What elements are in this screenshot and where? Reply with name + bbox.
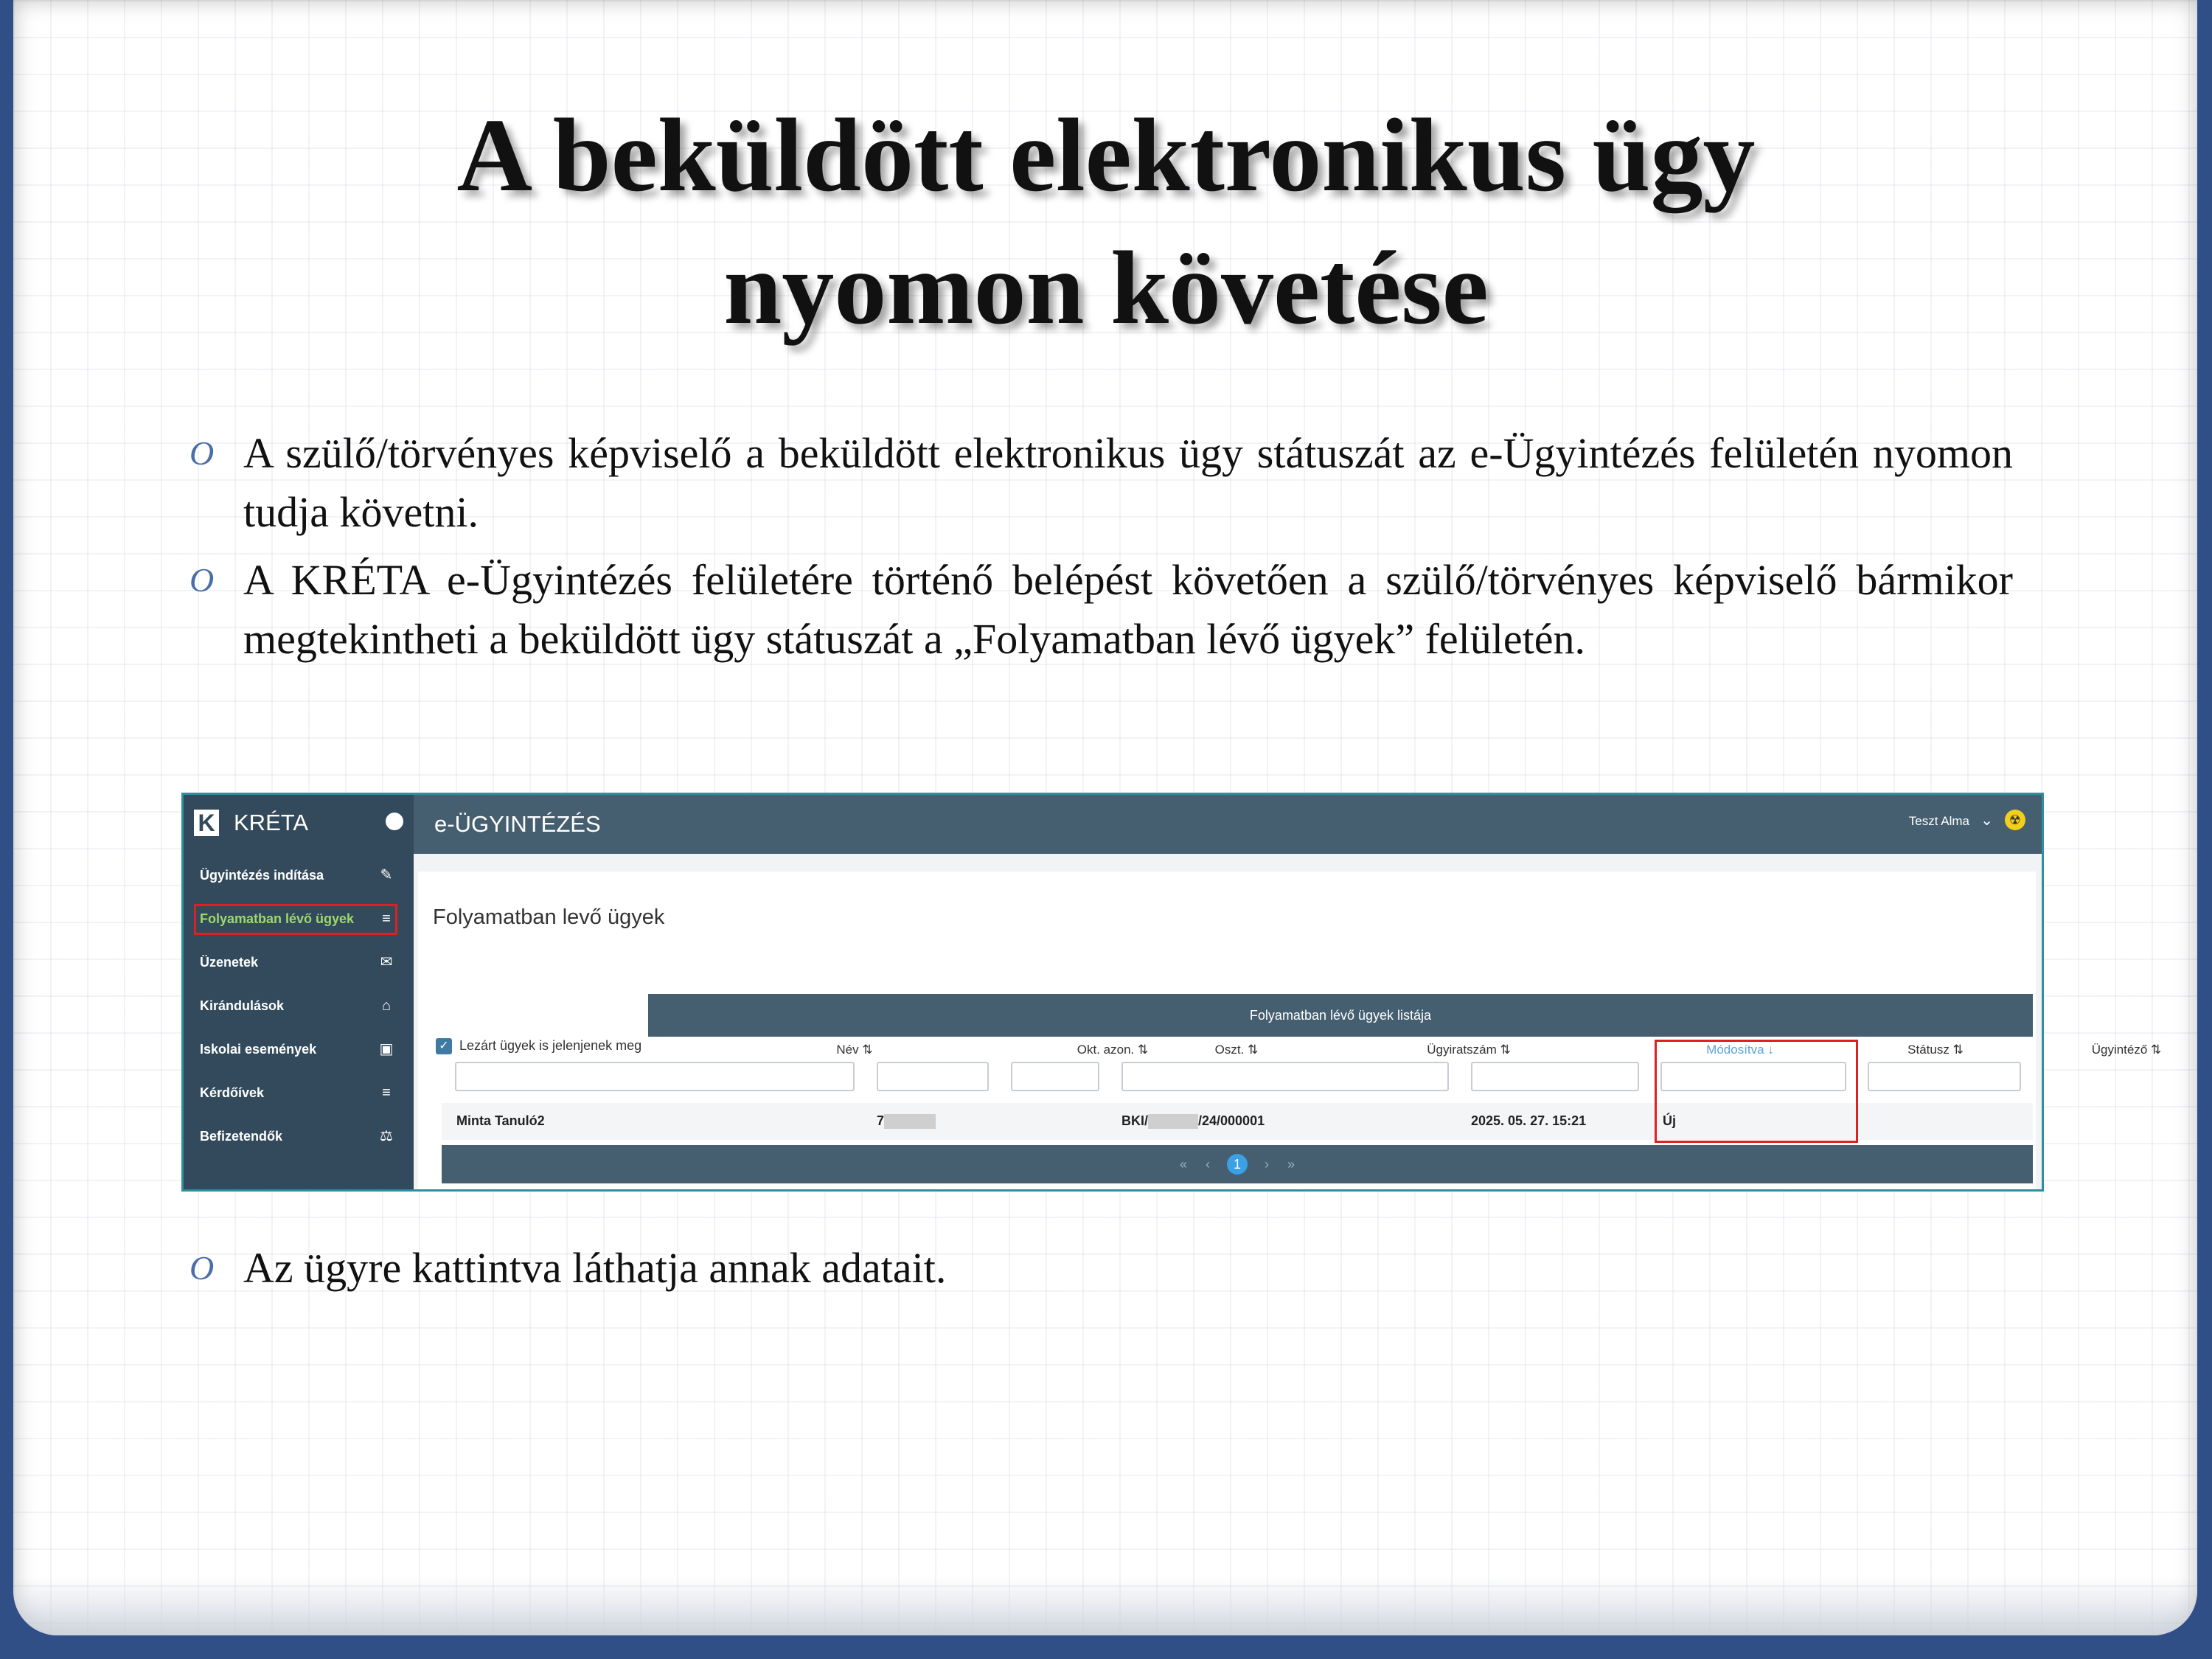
page-title: Folyamatban levő ügyek: [433, 905, 665, 929]
slide-title: [0, 88, 2212, 354]
sidebar-item-label: Üzenetek: [200, 955, 259, 970]
app-title: e-ÜGYINTÉZÉS: [434, 811, 601, 837]
sidebar: [184, 795, 414, 1189]
list-icon: ≡: [382, 911, 391, 927]
bullet-marker-icon: O: [189, 1249, 215, 1287]
bullet-marker-icon: O: [189, 434, 215, 472]
sidebar-item-label: Befizetendők: [200, 1129, 283, 1144]
cell-modified: 2025. 05. 27. 15:21: [1471, 1113, 1587, 1128]
top-bar: [414, 795, 2042, 854]
sidebar-item-folyamatban-levo-ugyek[interactable]: [184, 897, 414, 941]
column-header-ugyintezo[interactable]: Ügyintéző ⇅: [2091, 1043, 2162, 1057]
bullet-item: [188, 1239, 2068, 1298]
bullet-item: [188, 551, 2013, 669]
filter-input-nev[interactable]: [455, 1062, 855, 1091]
calendar-icon: ▣: [379, 1041, 394, 1057]
sidebar-item-kerdoivek[interactable]: [184, 1071, 414, 1115]
payment-icon: ⚖: [380, 1128, 393, 1144]
edit-icon: ✎: [380, 867, 393, 883]
column-header-oszt[interactable]: Oszt. ⇅: [1214, 1043, 1259, 1057]
sidebar-item-label: Folyamatban lévő ügyek: [200, 911, 355, 926]
bullet-text: Az ügyre kattintva láthatja annak adatait.: [243, 1244, 947, 1292]
first-page-icon[interactable]: «: [1179, 1157, 1187, 1172]
last-page-icon[interactable]: »: [1287, 1157, 1295, 1172]
filter-input-modositva[interactable]: [1471, 1062, 1639, 1091]
title-line-2: nyomon követése: [723, 229, 1489, 346]
sidebar-header: [184, 795, 414, 854]
sidebar-item-iskolai-esemenyek[interactable]: [184, 1028, 414, 1071]
sidebar-item-label: Iskolai események: [200, 1042, 317, 1057]
pagination: [442, 1145, 2033, 1183]
current-page[interactable]: 1: [1227, 1154, 1248, 1175]
sidebar-item-befizetendok[interactable]: [184, 1115, 414, 1158]
next-page-icon[interactable]: ›: [1265, 1157, 1270, 1172]
bullet-list: [188, 424, 2013, 678]
checkbox-label: Lezárt ügyek is jelenjenek meg: [459, 1038, 642, 1053]
redacted-block: [1148, 1114, 1198, 1129]
column-header-okt-azon[interactable]: Okt. azon. ⇅: [1077, 1043, 1149, 1057]
bullet-text: A KRÉTA e-Ügyintézés felületére történő belépést követően a szülő/törvényes képviselő bármikor megtekintheti a beküldött ügy státuszát a „Folyamatban lévő ügyek” felületén.: [243, 556, 2013, 663]
bed-icon: ⌂: [381, 998, 392, 1014]
sidebar-item-label: Ügyintézés indítása: [200, 868, 324, 883]
status-highlight-box: [1655, 1040, 1858, 1143]
list-title: Folyamatban lévő ügyek listája: [1249, 1008, 1432, 1023]
list-icon: ≡: [382, 1085, 391, 1101]
cell-status: Új: [1663, 1113, 1676, 1128]
avatar-icon[interactable]: ☢: [2005, 810, 2025, 830]
sidebar-item-uzenetek[interactable]: [184, 941, 414, 984]
mail-icon: ✉: [380, 954, 393, 970]
bullet-item: [188, 424, 2013, 542]
okt-azon-prefix: 7: [877, 1113, 885, 1128]
highlight-box: [194, 904, 397, 935]
column-header-nev[interactable]: Név ⇅: [836, 1043, 873, 1057]
filter-input-ugyiratszam[interactable]: [1121, 1062, 1449, 1091]
kreta-logo-icon: K: [194, 810, 219, 836]
chevron-down-icon[interactable]: ⌄: [1980, 813, 1993, 829]
title-line-1: A beküldött elektronikus ügy: [456, 97, 1756, 213]
list-title-bar: [648, 994, 2033, 1037]
closed-cases-checkbox[interactable]: ✓: [436, 1038, 452, 1054]
slide-bottom-edge: [13, 1576, 2197, 1635]
sidebar-item-ugyintezes-inditasa[interactable]: [184, 854, 414, 897]
prev-page-icon[interactable]: ‹: [1205, 1157, 1210, 1172]
app-screenshot: [181, 793, 2162, 1192]
sidebar-toggle[interactable]: [386, 813, 403, 830]
ugyirat-suffix: /24/000001: [1198, 1113, 1265, 1128]
bullet-text: A szülő/törvényes képviselő a beküldött elektronikus ügy státuszát az e-Ügyintézés felületén nyomon tudja követni.: [243, 429, 2013, 536]
sidebar-item-label: Kirándulások: [200, 998, 285, 1013]
column-header-ugyiratszam[interactable]: Ügyiratszám ⇅: [1427, 1043, 1511, 1057]
sidebar-item-kirandulasok[interactable]: [184, 984, 414, 1028]
column-header-modositva[interactable]: Módosítva ↓: [1706, 1043, 1774, 1057]
filter-input-oszt[interactable]: [1011, 1062, 1099, 1091]
filter-input-okt-azon[interactable]: [877, 1062, 989, 1091]
ugyirat-prefix: BKI/: [1121, 1113, 1148, 1128]
sidebar-item-label: Kérdőívek: [200, 1085, 265, 1100]
cell-ugyiratszam: [1121, 1113, 1265, 1129]
user-name[interactable]: Teszt Alma: [1908, 814, 1969, 828]
cell-name: Minta Tanuló2: [456, 1113, 545, 1128]
redacted-block: [884, 1114, 936, 1129]
bullet-marker-icon: O: [189, 561, 215, 599]
brand-name: KRÉTA: [234, 810, 309, 835]
column-header-statusz[interactable]: Státusz ⇅: [1907, 1043, 1964, 1057]
cell-okt-azon: [877, 1113, 936, 1129]
filter-input-ugyintezo[interactable]: [1868, 1062, 2021, 1091]
